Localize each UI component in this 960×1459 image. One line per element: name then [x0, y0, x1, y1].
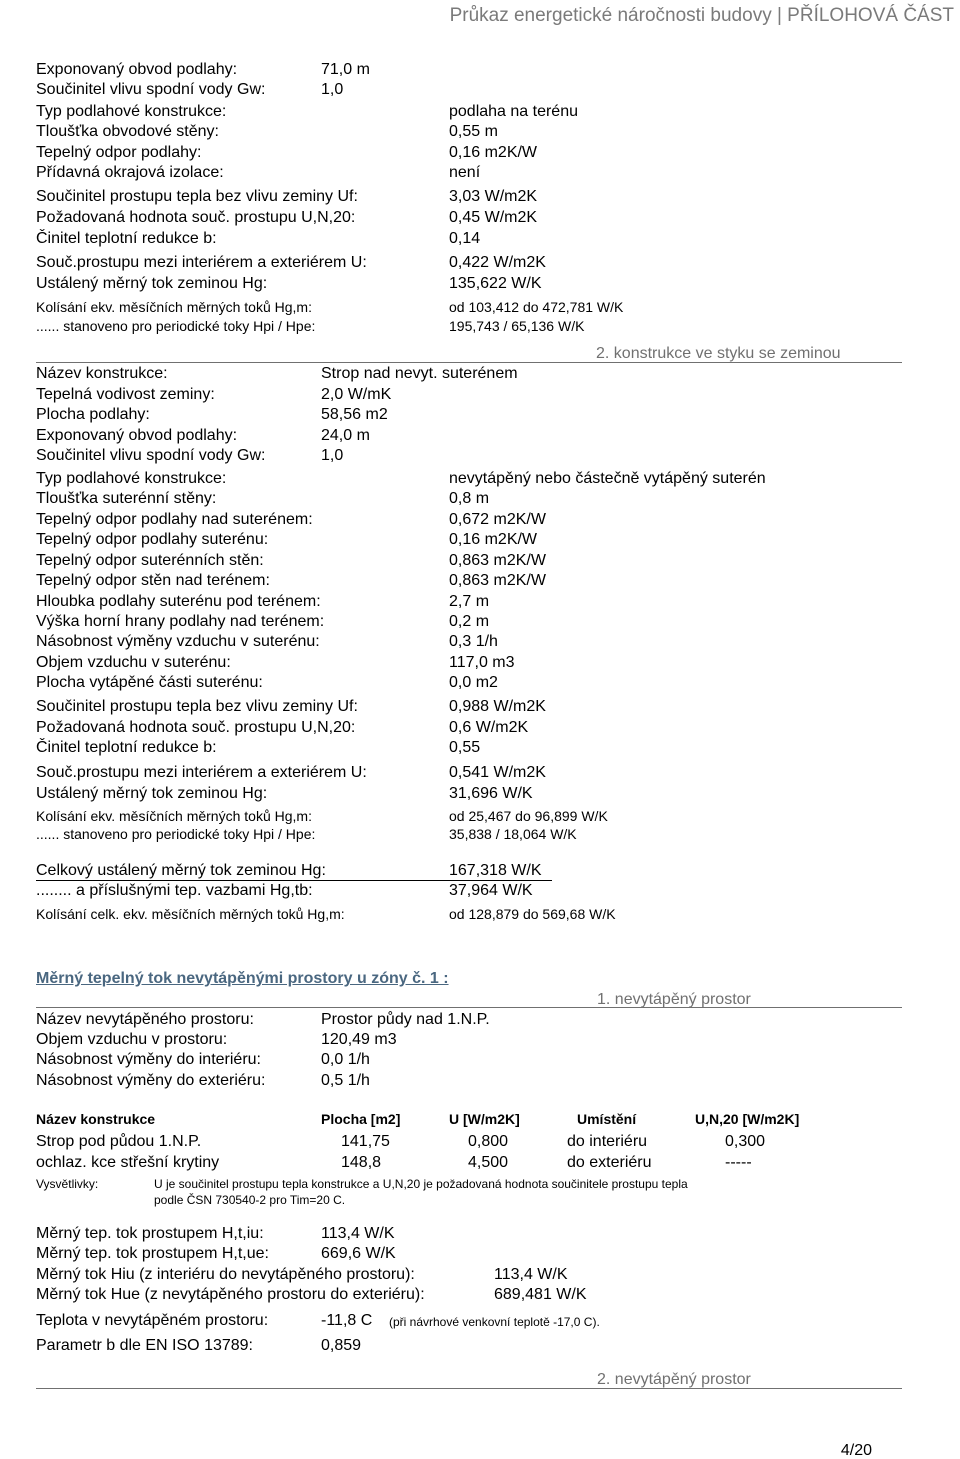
label: ...... stanoveno pro periodické toky Hpi / Hpe:	[36, 318, 316, 334]
value: 0,8 m	[449, 490, 490, 507]
value: 113,4 W/K	[494, 1266, 568, 1283]
table-header-location: Umístění	[577, 1111, 637, 1127]
label: Tepelný odpor podlahy nad suterénem:	[36, 511, 313, 528]
table-cell: 0,800	[468, 1133, 509, 1150]
value: 31,696 W/K	[449, 785, 533, 802]
label: Součinitel vlivu spodní vody Gw:	[36, 447, 266, 464]
label: Tepelný odpor podlahy:	[36, 144, 202, 161]
table-cell: -----	[725, 1154, 752, 1171]
value: 37,964 W/K	[449, 882, 533, 899]
label: Název nevytápěného prostoru:	[36, 1011, 254, 1028]
section-title-construction-2: 2. konstrukce ve styku se zeminou	[596, 345, 841, 362]
value: 0,55	[449, 739, 481, 756]
unheated-spaces-heading: Měrný tepelný tok nevytápěnými prostory u zóny č. 1 :	[36, 970, 449, 987]
value: 117,0 m3	[449, 654, 515, 671]
table-cell: do exteriéru	[567, 1154, 652, 1171]
table-header-un20: U,N,20 [W/m2K]	[695, 1111, 800, 1127]
temperature-value: -11,8 C	[321, 1312, 373, 1329]
label: Ustálený měrný tok zeminou Hg:	[36, 785, 268, 802]
notes-line: podle ČSN 730540-2 pro Tim=20 C.	[154, 1193, 346, 1207]
value: 0,541 W/m2K	[449, 764, 546, 781]
value: 71,0 m	[321, 61, 370, 78]
label: ........ a příslušnými tep. vazbami Hg,tb:	[36, 882, 313, 899]
label: Kolísání ekv. měsíčních měrných toků Hg,m:	[36, 299, 312, 315]
label: Plocha vytápěné části suterénu:	[36, 674, 263, 691]
table-header-name: Název konstrukce	[36, 1111, 156, 1127]
value: 0,2 m	[449, 613, 490, 630]
label: Měrný tok Hue (z nevytápěného prostoru do exteriéru):	[36, 1286, 425, 1303]
label: Kolísání ekv. měsíčních měrných toků Hg,m:	[36, 808, 312, 824]
total-value: 167,318 W/K	[449, 862, 542, 879]
value: 0,0 m2	[449, 674, 498, 691]
value: 195,743 / 65,136 W/K	[449, 318, 585, 334]
table-cell: 0,300	[725, 1133, 766, 1150]
value: 0,14	[449, 230, 481, 247]
value: 0,45 W/m2K	[449, 209, 538, 226]
notes-line: U je součinitel prostupu tepla konstrukce a U,N,20 je požadovaná hodnota součinitele prostupu tepla	[154, 1177, 688, 1191]
value: 0,422 W/m2K	[449, 254, 546, 271]
table-cell: ochlaz. kce střešní krytiny	[36, 1154, 220, 1171]
value: 1,0	[321, 81, 344, 98]
notes-label: Vysvětlivky:	[36, 1177, 99, 1191]
value: 2,7 m	[449, 593, 490, 610]
value: 0,5 1/h	[321, 1072, 370, 1089]
label: Přídavná okrajová izolace:	[36, 164, 224, 181]
value: 3,03 W/m2K	[449, 188, 538, 205]
value: 0,6 W/m2K	[449, 719, 529, 736]
value: 2,0 W/mK	[321, 386, 392, 403]
value: 113,4 W/K	[321, 1225, 395, 1242]
section-title-unheated-2: 2. nevytápěný prostor	[597, 1371, 751, 1388]
table-cell: Strop pod půdou 1.N.P.	[36, 1133, 202, 1150]
value: 689,481 W/K	[494, 1286, 587, 1303]
value: 0,16 m2K/W	[449, 531, 538, 548]
value: 135,622 W/K	[449, 275, 542, 292]
value: 0,55 m	[449, 123, 498, 140]
table-cell: 148,8	[341, 1154, 382, 1171]
value: 35,838 / 18,064 W/K	[449, 826, 577, 842]
parameter-b-label: Parametr b dle EN ISO 13789:	[36, 1337, 253, 1354]
label: Plocha podlahy:	[36, 406, 150, 423]
section-divider	[36, 362, 902, 363]
label: Hloubka podlahy suterénu pod terénem:	[36, 593, 321, 610]
parameter-b-value: 0,859	[321, 1337, 362, 1354]
label: Požadovaná hodnota souč. prostupu U,N,20:	[36, 209, 356, 226]
value: 0,988 W/m2K	[449, 698, 546, 715]
label: Měrný tok Hiu (z interiéru do nevytápěného prostoru):	[36, 1266, 415, 1283]
value: od 103,412 do 472,781 W/K	[449, 299, 624, 315]
label: Násobnost výměny do interiéru:	[36, 1051, 261, 1068]
label: Činitel teplotní redukce b:	[36, 230, 217, 247]
temperature-label: Teplota v nevytápěném prostoru:	[36, 1312, 269, 1329]
label: Tepelný odpor podlahy suterénu:	[36, 531, 269, 548]
label: Ustálený měrný tok zeminou Hg:	[36, 275, 268, 292]
value: 58,56 m2	[321, 406, 388, 423]
label: Násobnost výměny do exteriéru:	[36, 1072, 266, 1089]
label: Typ podlahové konstrukce:	[36, 103, 227, 120]
section-divider	[36, 1007, 902, 1008]
value: nevytápěný nebo částečně vytápěný suterén	[449, 470, 766, 487]
value: 0,672 m2K/W	[449, 511, 546, 528]
table-cell: 4,500	[468, 1154, 509, 1171]
label: Činitel teplotní redukce b:	[36, 739, 217, 756]
table-header-area: Plocha [m2]	[321, 1111, 401, 1127]
label: Exponovaný obvod podlahy:	[36, 427, 238, 444]
value: 0,16 m2K/W	[449, 144, 538, 161]
value: není	[449, 164, 481, 181]
value: 0,0 1/h	[321, 1051, 370, 1068]
label: Součinitel vlivu spodní vody Gw:	[36, 81, 266, 98]
label: Měrný tep. tok prostupem H,t,ue:	[36, 1245, 269, 1262]
label: Tepelný odpor stěn nad terénem:	[36, 572, 270, 589]
label: Exponovaný obvod podlahy:	[36, 61, 238, 78]
section-divider	[36, 1388, 902, 1389]
label: Název konstrukce:	[36, 365, 168, 382]
value: 669,6 W/K	[321, 1245, 396, 1262]
document-header-title: Průkaz energetické náročnosti budovy | PŘÍLOHOVÁ ČÁST	[449, 5, 954, 26]
total-underline	[36, 880, 552, 881]
value: Prostor půdy nad 1.N.P.	[321, 1011, 490, 1028]
value: 120,49 m3	[321, 1031, 397, 1048]
page-number: 4/20	[840, 1442, 872, 1459]
value: 0,3 1/h	[449, 633, 498, 650]
label: Tepelná vodivost zeminy:	[36, 386, 215, 403]
value: 1,0	[321, 447, 344, 464]
total-label: Celkový ustálený měrný tok zeminou Hg:	[36, 862, 326, 879]
label: Tloušťka suterénní stěny:	[36, 490, 217, 507]
label: Měrný tep. tok prostupem H,t,iu:	[36, 1225, 264, 1242]
label: Kolísání celk. ekv. měsíčních měrných toků Hg,m:	[36, 906, 345, 922]
value: 24,0 m	[321, 427, 370, 444]
label: Součinitel prostupu tepla bez vlivu zeminy Uf:	[36, 188, 358, 205]
label: Souč.prostupu mezi interiérem a exteriérem U:	[36, 764, 367, 781]
label: Objem vzduchu v prostoru:	[36, 1031, 228, 1048]
label: Typ podlahové konstrukce:	[36, 470, 227, 487]
label: Výška horní hrany podlahy nad terénem:	[36, 613, 325, 630]
section-title-unheated-1: 1. nevytápěný prostor	[597, 991, 751, 1008]
temperature-note: (při návrhové venkovní teplotě -17,0 C).	[389, 1315, 600, 1329]
table-cell: 141,75	[341, 1133, 390, 1150]
label: ...... stanoveno pro periodické toky Hpi / Hpe:	[36, 826, 316, 842]
value: 0,863 m2K/W	[449, 552, 546, 569]
value: 0,863 m2K/W	[449, 572, 546, 589]
label: Násobnost výměny vzduchu v suterénu:	[36, 633, 320, 650]
value: od 25,467 do 96,899 W/K	[449, 808, 608, 824]
value: Strop nad nevyt. suterénem	[321, 365, 518, 382]
label: Součinitel prostupu tepla bez vlivu zeminy Uf:	[36, 698, 358, 715]
label: Požadovaná hodnota souč. prostupu U,N,20:	[36, 719, 356, 736]
label: Tepelný odpor suterénních stěn:	[36, 552, 264, 569]
label: Souč.prostupu mezi interiérem a exteriérem U:	[36, 254, 367, 271]
label: Objem vzduchu v suterénu:	[36, 654, 231, 671]
table-header-u: U [W/m2K]	[449, 1111, 520, 1127]
value: od 128,879 do 569,68 W/K	[449, 906, 616, 922]
value: podlaha na terénu	[449, 103, 578, 120]
table-cell: do interiéru	[567, 1133, 648, 1150]
label: Tloušťka obvodové stěny:	[36, 123, 219, 140]
